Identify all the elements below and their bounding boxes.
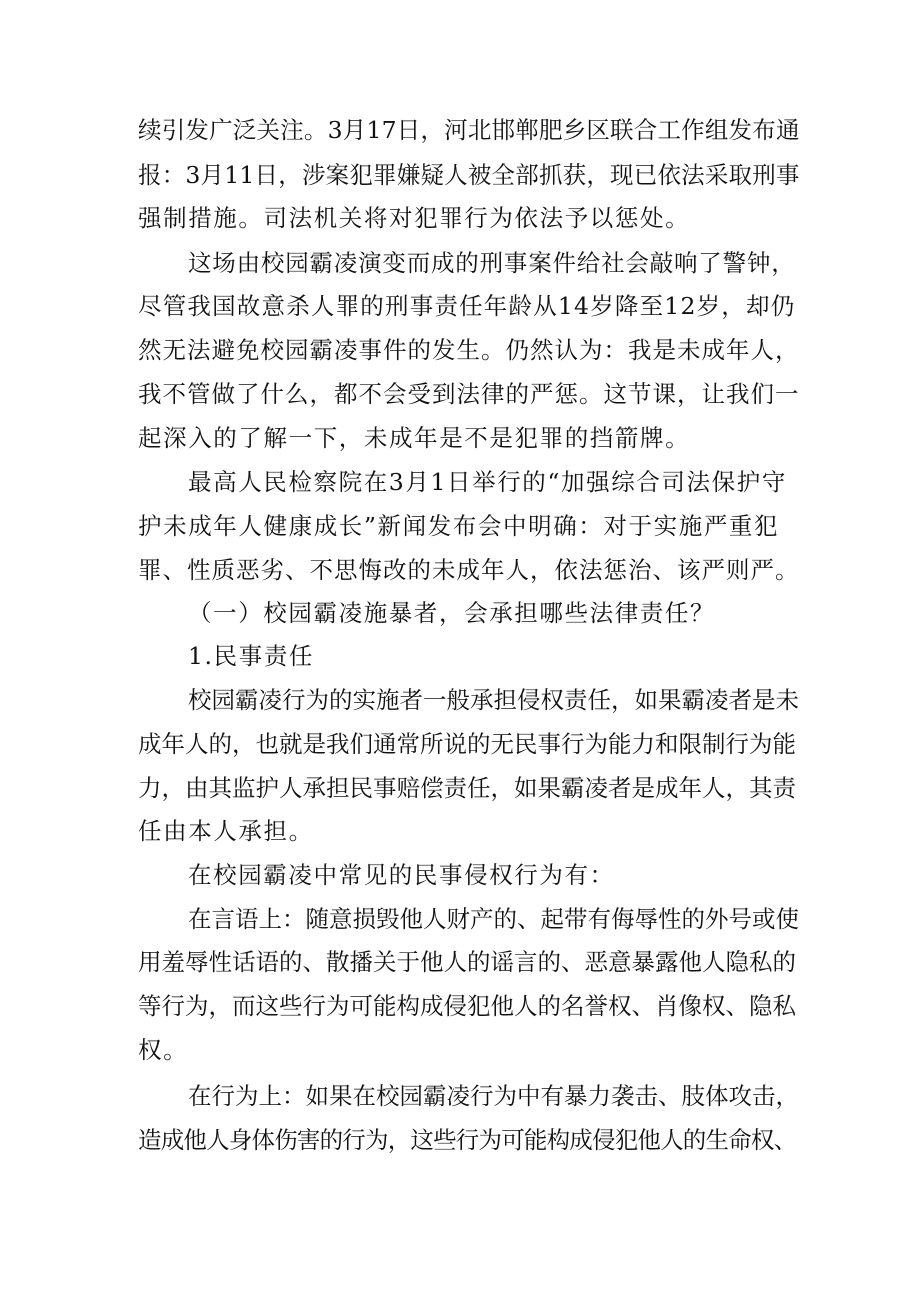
- text-line: 最高人民检察院在3月1日举行的“加强综合司法保护守: [188, 468, 787, 496]
- section-heading: （一）校园霸凌施暴者，会承担哪些法律责任？: [188, 599, 716, 627]
- text-line: 起深入的了解一下，未成年是不是犯罪的挡箭牌。: [138, 424, 691, 452]
- text-line: 在校园霸凌中常见的民事侵权行为有：: [188, 861, 615, 889]
- text-line: 在行为上：如果在校园霸凌行为中有暴力袭击、肢体攻击，: [188, 1082, 799, 1110]
- text-line: 续引发广泛关注。3月17日，河北邯郸肥乡区联合工作组发布通: [138, 116, 800, 144]
- text-line: 我不管做了什么，都不会受到法律的严惩。这节课，让我们一: [138, 380, 800, 408]
- text-line: 在言语上：随意损毁他人财产的、起带有侮辱性的外号或使: [188, 905, 799, 933]
- text-line: 报：3月11日，涉案犯罪嫌疑人被全部抓获，现已依法采取刑事: [138, 161, 800, 189]
- text-line: 尽管我国故意杀人罪的刑事责任年龄从14岁降至12岁，却仍: [138, 292, 796, 320]
- text-line: 然无法避免校园霸凌事件的发生。仍然认为：我是未成年人，: [138, 336, 800, 364]
- text-line: 等行为，而这些行为可能构成侵犯他人的名誉权、肖像权、隐私: [138, 992, 796, 1020]
- text-line: 成年人的，也就是我们通常所说的无民事行为能力和限制行为能: [138, 730, 796, 758]
- text-line: 护未成年人健康成长”新闻发布会中明确：对于实施严重犯: [138, 512, 780, 540]
- text-line: 用羞辱性话语的、散播关于他人的谣言的、恶意暴露他人隐私的: [138, 948, 796, 976]
- text-line: 力，由其监护人承担民事赔偿责任，如果霸凌者是成年人，其责: [138, 774, 796, 802]
- text-line: 这场由校园霸凌演变而成的刑事案件给社会敲响了警钟，: [188, 249, 796, 277]
- text-line: 校园霸凌行为的实施者一般承担侵权责任，如果霸凌者是未: [188, 686, 799, 714]
- subsection-heading: 1.民事责任: [188, 642, 315, 670]
- text-line: 任由本人承担。: [138, 817, 314, 845]
- text-line: 权。: [138, 1036, 189, 1064]
- text-line: 造成他人身体伤害的行为，这些行为可能构成侵犯他人的生命权、: [138, 1126, 797, 1154]
- text-line: 罪、性质恶劣、不思悔改的未成年人，依法惩治、该严则严。: [138, 556, 800, 584]
- text-line: 强制措施。司法机关将对犯罪行为依法予以惩处。: [138, 204, 691, 232]
